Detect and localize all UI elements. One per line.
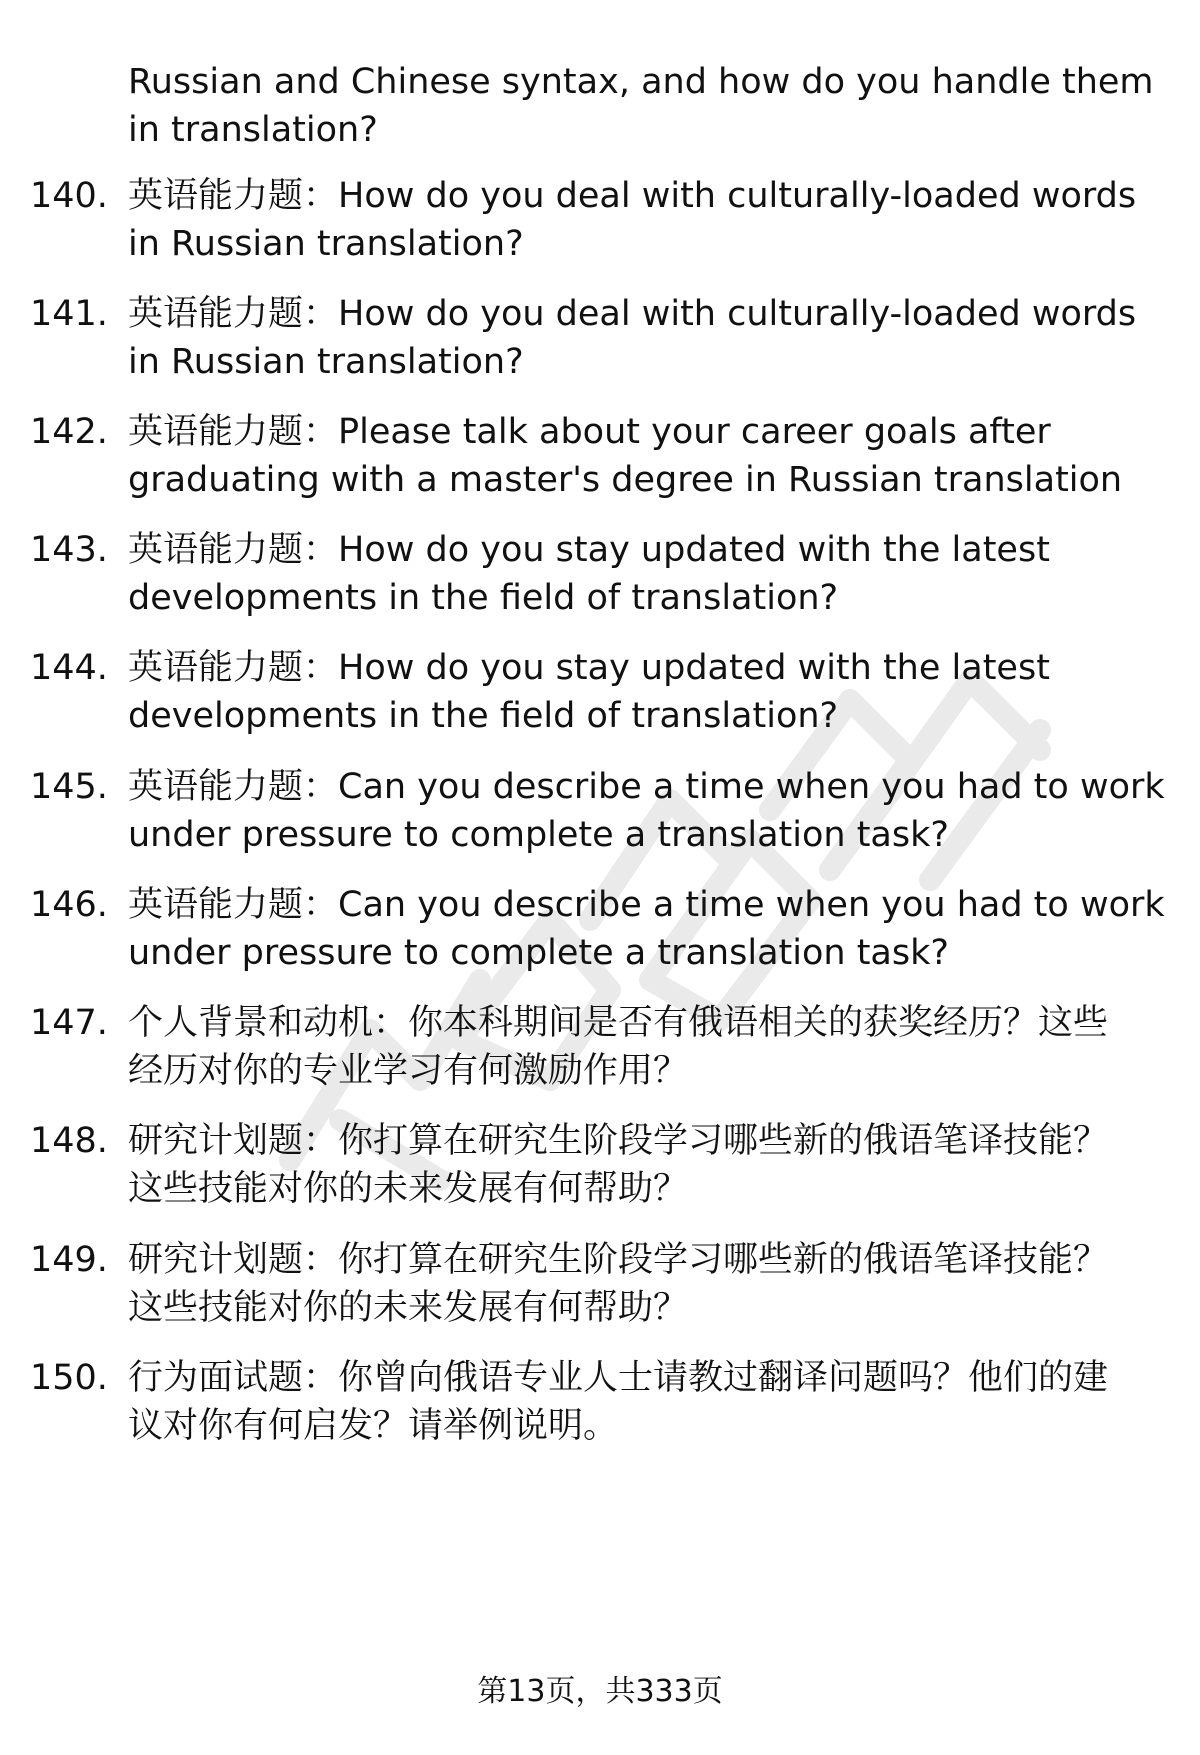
text-line: 行为面试题：你曾向俄语专业人士请教过翻译问题吗？他们的建 bbox=[128, 1358, 1109, 1398]
text-line: 议对你有何启发？请举例说明。 bbox=[128, 1406, 619, 1446]
text-line: graduating with a master's degree in Russian translation bbox=[128, 460, 1123, 500]
question-number: 148. bbox=[30, 1121, 108, 1161]
question-number: 143. bbox=[30, 530, 108, 570]
question-number: 145. bbox=[30, 767, 108, 807]
text-line: 研究计划题：你打算在研究生阶段学习哪些新的俄语笔译技能？ bbox=[128, 1240, 1109, 1280]
question-text bbox=[128, 1236, 1168, 1332]
text-line: in translation? bbox=[128, 110, 378, 150]
text-line: 个人背景和动机：你本科期间是否有俄语相关的获奖经历？这些 bbox=[128, 1003, 1109, 1043]
question-text bbox=[128, 644, 1168, 740]
text-line: under pressure to complete a translation task? bbox=[128, 933, 949, 973]
question-text bbox=[128, 999, 1168, 1095]
text-line: 英语能力题：How do you stay updated with the latest bbox=[128, 530, 1050, 570]
question-text bbox=[128, 881, 1168, 977]
text-line: in Russian translation? bbox=[128, 224, 524, 264]
text-line: 这些技能对你的未来发展有何帮助？ bbox=[128, 1169, 689, 1209]
question-number: 140. bbox=[30, 176, 108, 216]
question-text bbox=[128, 1354, 1168, 1450]
question-text bbox=[128, 526, 1168, 622]
continued-question-text bbox=[128, 58, 1168, 154]
question-number: 146. bbox=[30, 885, 108, 925]
question-text bbox=[128, 172, 1168, 268]
text-line: in Russian translation? bbox=[128, 342, 524, 382]
text-line: 研究计划题：你打算在研究生阶段学习哪些新的俄语笔译技能？ bbox=[128, 1121, 1109, 1161]
text-line: 英语能力题：How do you deal with culturally-loaded words bbox=[128, 294, 1137, 334]
question-number: 149. bbox=[30, 1240, 108, 1280]
text-line: developments in the field of translation? bbox=[128, 578, 839, 618]
text-line: 英语能力题：Can you describe a time when you had to work bbox=[128, 885, 1165, 925]
text-line: Russian and Chinese syntax, and how do you handle them bbox=[128, 62, 1154, 102]
text-line: 经历对你的专业学习有何激励作用？ bbox=[128, 1051, 689, 1091]
question-number: 142. bbox=[30, 412, 108, 452]
question-text bbox=[128, 763, 1168, 859]
text-line: 英语能力题：Can you describe a time when you had to work bbox=[128, 767, 1165, 807]
question-number: 150. bbox=[30, 1358, 108, 1398]
text-line: under pressure to complete a translation task? bbox=[128, 815, 949, 855]
text-line: 英语能力题：Please talk about your career goals after bbox=[128, 412, 1051, 452]
question-number: 147. bbox=[30, 1003, 108, 1043]
text-line: 英语能力题：How do you stay updated with the latest bbox=[128, 648, 1050, 688]
question-text bbox=[128, 290, 1168, 386]
question-number: 144. bbox=[30, 648, 108, 688]
question-text bbox=[128, 1117, 1168, 1213]
text-line: 英语能力题：How do you deal with culturally-loaded words bbox=[128, 176, 1137, 216]
page-footer: 第13页，共333页 bbox=[477, 1674, 723, 1709]
text-line: developments in the field of translation? bbox=[128, 696, 839, 736]
text-line: 这些技能对你的未来发展有何帮助？ bbox=[128, 1288, 689, 1328]
question-text bbox=[128, 408, 1168, 504]
question-number: 141. bbox=[30, 294, 108, 334]
